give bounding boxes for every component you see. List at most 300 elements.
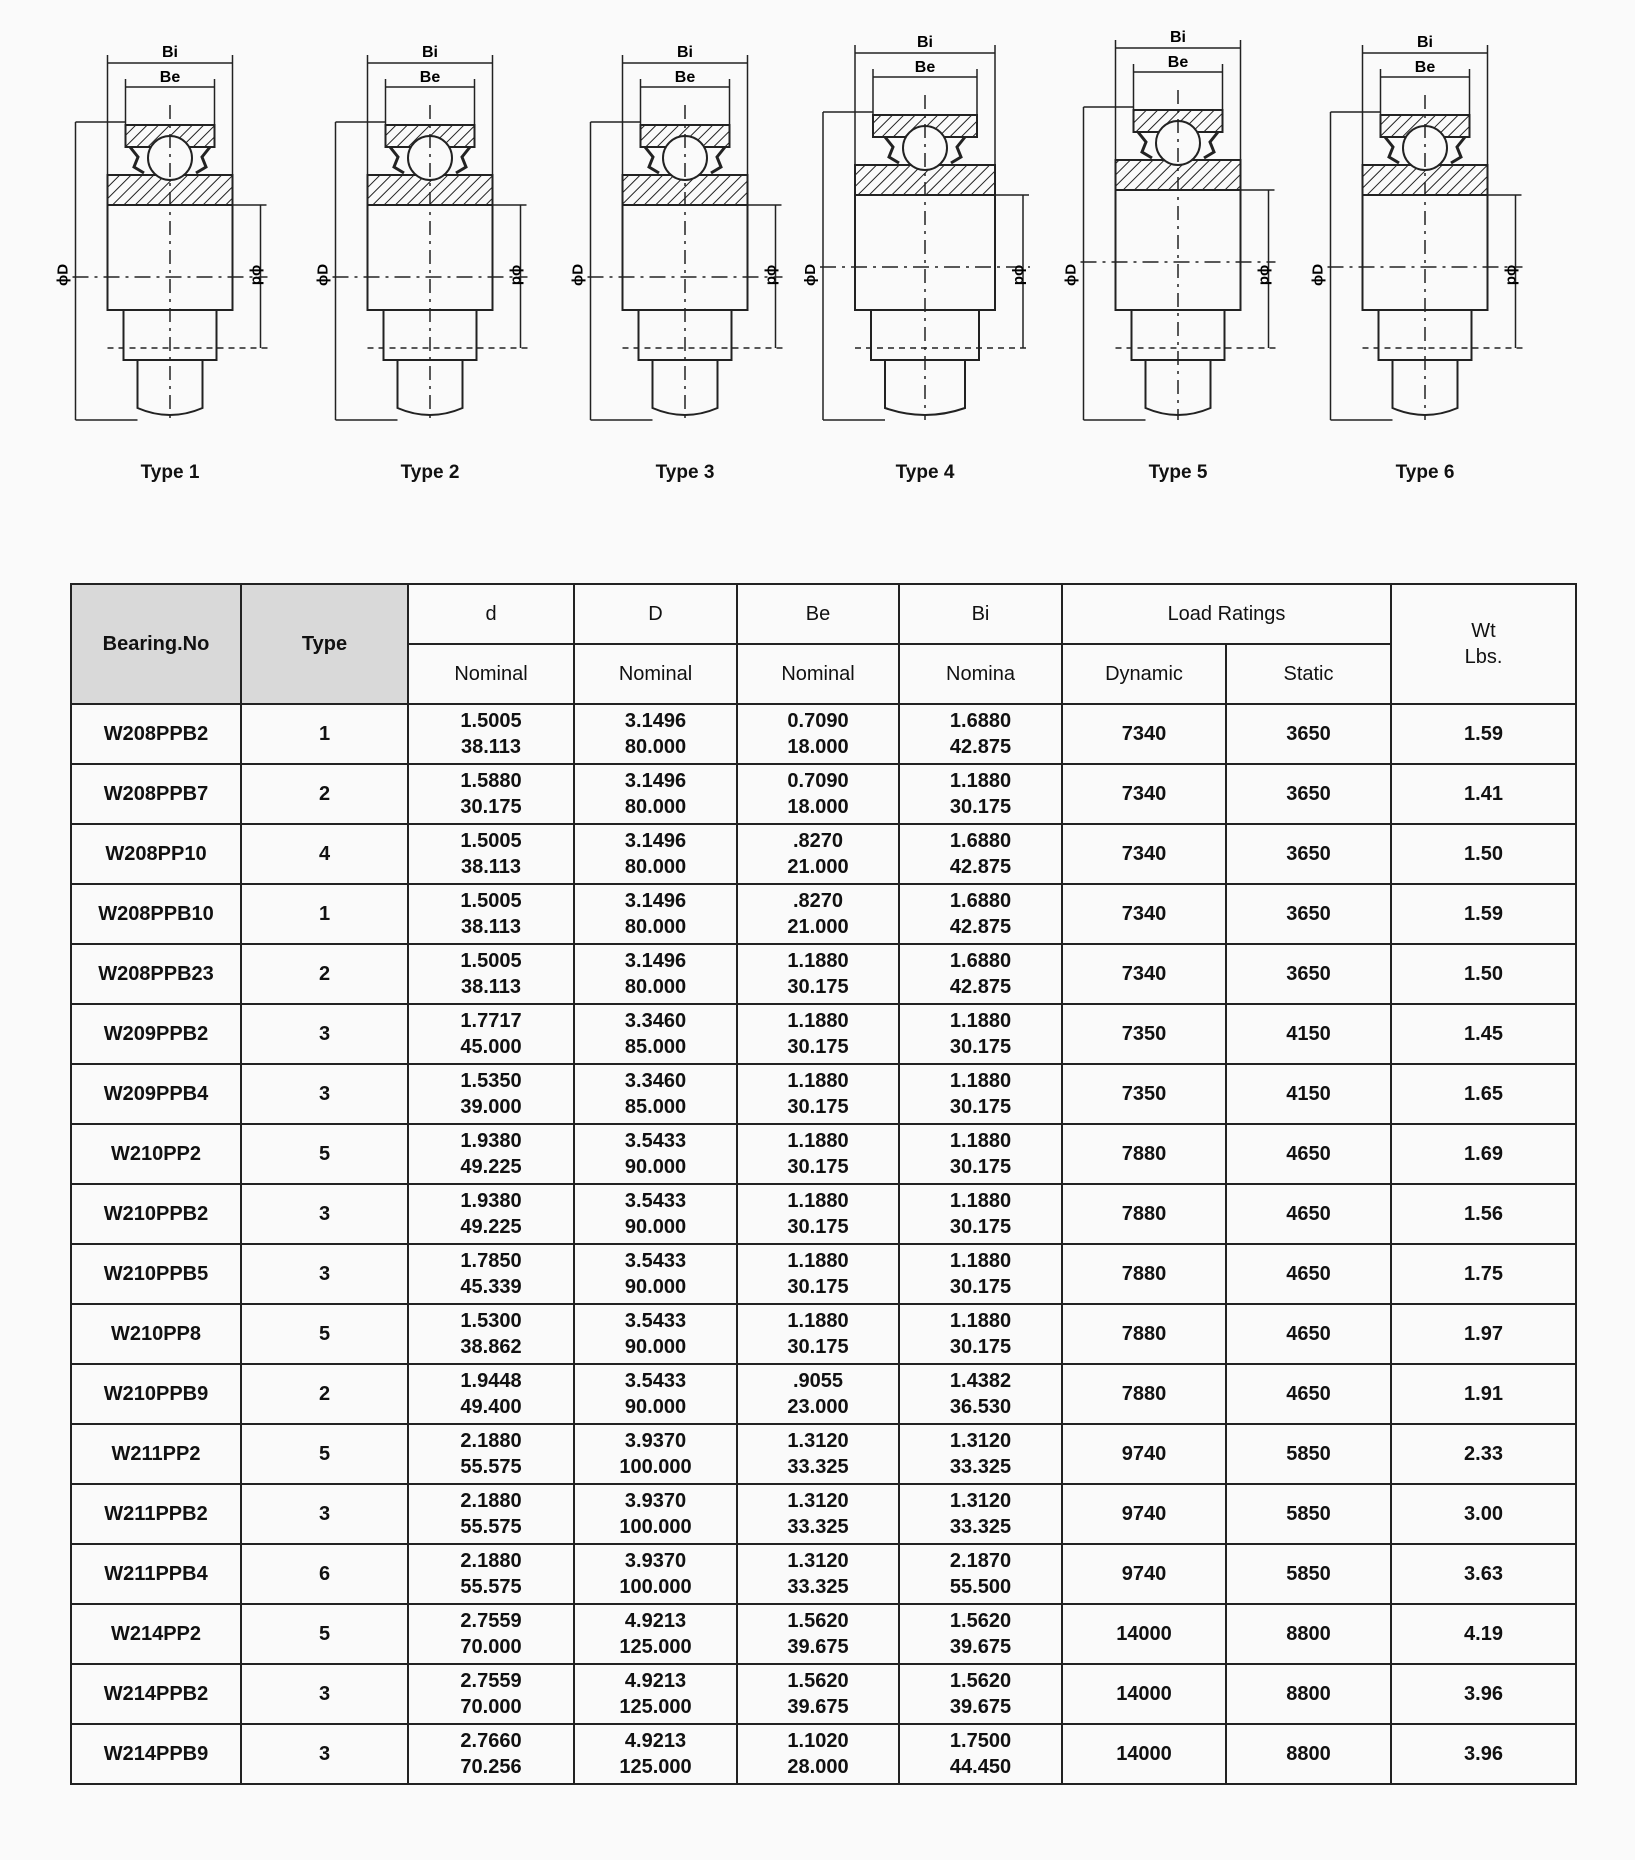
mm-value: 33.325: [787, 1576, 849, 1598]
weight-cell: 2.33: [1391, 1424, 1576, 1484]
mm-value: 85.000: [624, 1036, 687, 1058]
inch-value: 2.7660: [460, 1730, 522, 1752]
bearing-no-cell: W210PPB5: [71, 1244, 241, 1304]
mm-value: 80.000: [624, 976, 687, 998]
bearing-diagram-2: [315, 44, 528, 420]
weight-cell: 1.65: [1391, 1064, 1576, 1124]
dynamic-cell: 7340: [1062, 944, 1226, 1004]
be-cell: [737, 1664, 899, 1724]
mm-value: 38.862: [460, 1336, 522, 1358]
mm-value: 33.325: [949, 1516, 1012, 1538]
static-cell: 8800: [1226, 1664, 1391, 1724]
inch-value: 3.3460: [624, 1070, 687, 1092]
inch-value: 3.1496: [624, 830, 687, 852]
dynamic-cell: 7880: [1062, 1244, 1226, 1304]
table-row: [71, 884, 1576, 944]
dynamic-cell: 7340: [1062, 824, 1226, 884]
inch-value: 2.1880: [460, 1550, 522, 1572]
be-cell: [737, 1484, 899, 1544]
static-cell: 4650: [1226, 1244, 1391, 1304]
inch-value: 1.4382: [949, 1370, 1012, 1392]
bearing-no-cell: W208PP10: [71, 824, 241, 884]
bi-label: Bi: [422, 44, 438, 61]
outer-diameter-label: ϕD: [314, 263, 332, 287]
header-be-nominal: Nominal: [737, 644, 899, 704]
table-row: [71, 1004, 1576, 1064]
mm-value: 42.875: [949, 916, 1012, 938]
type-cell: 5: [241, 1124, 408, 1184]
weight-cell: 1.50: [1391, 824, 1576, 884]
header-d: d: [408, 584, 574, 644]
table-body: [71, 704, 1576, 1784]
inch-value: 1.9380: [460, 1130, 522, 1152]
mm-value: 42.875: [949, 736, 1012, 758]
bi-cell: [899, 1064, 1062, 1124]
header-D-nominal: Nominal: [574, 644, 737, 704]
outer-diameter-label: ϕD: [54, 263, 72, 287]
mm-value: 30.175: [949, 1036, 1012, 1058]
be-cell: [737, 1544, 899, 1604]
mm-value: 45.339: [460, 1276, 522, 1298]
bi-label: Bi: [917, 34, 933, 51]
mm-value: 44.450: [949, 1756, 1012, 1778]
outer-diameter-label: ϕD: [569, 263, 587, 287]
table-row: [71, 1124, 1576, 1184]
seal-left: [645, 147, 659, 173]
mm-value: 55.575: [460, 1456, 522, 1478]
header-wt-line2: Lbs.: [1464, 646, 1503, 668]
bearing-no-cell: W210PP2: [71, 1124, 241, 1184]
header-d-nominal: Nominal: [408, 644, 574, 704]
d-cell: [408, 1304, 574, 1364]
bearing-diagram-1: [55, 44, 268, 420]
type-cell: 3: [241, 1064, 408, 1124]
inch-value: 3.3460: [624, 1010, 687, 1032]
bearing-no-cell: W208PPB2: [71, 704, 241, 764]
inch-value: 1.3120: [949, 1490, 1012, 1512]
bi-cell: [899, 764, 1062, 824]
be-cell: [737, 1124, 899, 1184]
static-cell: 8800: [1226, 1724, 1391, 1784]
weight-cell: 3.96: [1391, 1664, 1576, 1724]
mm-value: 38.113: [460, 736, 522, 758]
inch-value: 3.9370: [624, 1490, 687, 1512]
mm-value: 100.000: [619, 1456, 692, 1478]
seal-left: [390, 147, 404, 173]
dynamic-cell: 14000: [1062, 1604, 1226, 1664]
weight-cell: 1.91: [1391, 1364, 1576, 1424]
D-cell: [574, 1724, 737, 1784]
inch-value: 4.9213: [624, 1610, 687, 1632]
outer-diameter-label: ϕD: [1062, 263, 1080, 287]
type-cell: 3: [241, 1244, 408, 1304]
bi-cell: [899, 1544, 1062, 1604]
header-bi-nominal: Nomina: [899, 644, 1062, 704]
table-row: [71, 1664, 1576, 1724]
mm-value: 90.000: [624, 1276, 687, 1298]
dynamic-cell: 9740: [1062, 1424, 1226, 1484]
inch-value: 3.5433: [624, 1310, 687, 1332]
dynamic-cell: 7350: [1062, 1064, 1226, 1124]
dynamic-cell: 14000: [1062, 1664, 1226, 1724]
header-static: Static: [1226, 644, 1391, 704]
inch-value: 1.1020: [787, 1730, 849, 1752]
bearing-no-cell: W211PPB2: [71, 1484, 241, 1544]
type-cell: 3: [241, 1724, 408, 1784]
D-cell: [574, 1604, 737, 1664]
mm-value: 18.000: [787, 736, 849, 758]
static-cell: 4150: [1226, 1064, 1391, 1124]
seal-left: [885, 137, 899, 163]
weight-cell: 1.50: [1391, 944, 1576, 1004]
inch-value: 2.1880: [460, 1490, 522, 1512]
type-cell: 3: [241, 1484, 408, 1544]
table-row: [71, 1184, 1576, 1244]
mm-value: 80.000: [624, 796, 687, 818]
be-cell: [737, 884, 899, 944]
mm-value: 30.175: [949, 1156, 1012, 1178]
type-label-4: Type 4: [895, 462, 955, 483]
D-cell: [574, 1424, 737, 1484]
inch-value: 1.1880: [787, 950, 849, 972]
bi-cell: [899, 884, 1062, 944]
inch-value: 0.7090: [787, 710, 849, 732]
be-cell: [737, 1244, 899, 1304]
static-cell: 3650: [1226, 764, 1391, 824]
be-label: Be: [159, 69, 181, 86]
bi-label: Bi: [162, 44, 178, 61]
inch-value: 1.5620: [949, 1670, 1012, 1692]
inch-value: 1.5620: [949, 1610, 1012, 1632]
mm-value: 90.000: [624, 1156, 687, 1178]
be-cell: [737, 1604, 899, 1664]
be-cell: [737, 1304, 899, 1364]
mm-value: 30.175: [787, 976, 849, 998]
inch-value: 3.9370: [624, 1550, 687, 1572]
bi-cell: [899, 1184, 1062, 1244]
weight-cell: 1.59: [1391, 884, 1576, 944]
seal-left: [1138, 132, 1152, 158]
mm-value: 30.175: [787, 1216, 849, 1238]
type-cell: 3: [241, 1184, 408, 1244]
type-cell: 2: [241, 1364, 408, 1424]
table-row: [71, 1304, 1576, 1364]
static-cell: 5850: [1226, 1484, 1391, 1544]
bearing-no-cell: W209PPB2: [71, 1004, 241, 1064]
mm-value: 49.225: [460, 1156, 522, 1178]
mm-value: 85.000: [624, 1096, 687, 1118]
inch-value: 4.9213: [624, 1670, 687, 1692]
static-cell: 3650: [1226, 704, 1391, 764]
inch-value: 3.1496: [624, 890, 687, 912]
mm-value: 70.000: [460, 1636, 522, 1658]
inch-value: 1.1880: [787, 1130, 849, 1152]
inch-value: 1.1880: [787, 1070, 849, 1092]
inch-value: 3.5433: [624, 1130, 687, 1152]
mm-value: 70.000: [460, 1696, 522, 1718]
table-row: [71, 824, 1576, 884]
type-cell: 2: [241, 944, 408, 1004]
header-wt-line1: Wt: [1471, 620, 1496, 642]
static-cell: 8800: [1226, 1604, 1391, 1664]
d-cell: [408, 1184, 574, 1244]
mm-value: 100.000: [619, 1576, 692, 1598]
weight-cell: 3.00: [1391, 1484, 1576, 1544]
dynamic-cell: 9740: [1062, 1544, 1226, 1604]
mm-value: 55.500: [949, 1576, 1012, 1598]
bi-label: Bi: [677, 44, 693, 61]
bi-cell: [899, 1244, 1062, 1304]
d-cell: [408, 1424, 574, 1484]
type-label-2: Type 2: [400, 462, 460, 483]
bi-cell: [899, 1364, 1062, 1424]
type-cell: 6: [241, 1544, 408, 1604]
inch-value: 1.6880: [949, 830, 1012, 852]
inch-value: 2.1880: [460, 1430, 522, 1452]
table-row: [71, 1424, 1576, 1484]
mm-value: 33.325: [787, 1516, 849, 1538]
be-cell: [737, 1424, 899, 1484]
D-cell: [574, 764, 737, 824]
inch-value: 1.1880: [949, 1310, 1012, 1332]
inch-value: 1.1880: [949, 1010, 1012, 1032]
mm-value: 125.000: [619, 1696, 692, 1718]
inch-value: 2.1870: [949, 1550, 1012, 1572]
table-row: [71, 704, 1576, 764]
mm-value: 55.575: [460, 1576, 522, 1598]
inch-value: 1.1880: [949, 1190, 1012, 1212]
inch-value: 1.9448: [460, 1370, 522, 1392]
mm-value: 38.113: [460, 856, 522, 878]
inch-value: 1.3120: [949, 1430, 1012, 1452]
seal-right: [1451, 137, 1465, 163]
bi-label: Bi: [1417, 34, 1433, 51]
bi-cell: [899, 704, 1062, 764]
inch-value: 1.7850: [460, 1250, 522, 1272]
table-row: [71, 1244, 1576, 1304]
inch-value: 3.1496: [624, 710, 687, 732]
bi-cell: [899, 1004, 1062, 1064]
mm-value: 125.000: [619, 1756, 692, 1778]
inch-value: .9055: [792, 1370, 844, 1392]
inch-value: 1.1880: [787, 1190, 849, 1212]
d-cell: [408, 1004, 574, 1064]
bearing-no-cell: W208PPB7: [71, 764, 241, 824]
be-cell: [737, 1364, 899, 1424]
outer-diameter-label: ϕD: [1309, 263, 1327, 287]
D-cell: [574, 1304, 737, 1364]
type-cell: 3: [241, 1664, 408, 1724]
weight-cell: 3.63: [1391, 1544, 1576, 1604]
bi-cell: [899, 944, 1062, 1004]
d-cell: [408, 1484, 574, 1544]
bearing-diagram-4: [802, 34, 1030, 420]
bearing-no-cell: W208PPB10: [71, 884, 241, 944]
d-cell: [408, 704, 574, 764]
be-label: Be: [914, 59, 936, 76]
inch-value: 1.1880: [787, 1010, 849, 1032]
D-cell: [574, 704, 737, 764]
table-row: [71, 1484, 1576, 1544]
type-cell: 1: [241, 884, 408, 944]
type-cell: 4: [241, 824, 408, 884]
seal-right: [1204, 132, 1218, 158]
D-cell: [574, 1064, 737, 1124]
seal-left: [130, 147, 144, 173]
inch-value: 1.6880: [949, 950, 1012, 972]
D-cell: [574, 1184, 737, 1244]
D-cell: [574, 884, 737, 944]
inch-value: 1.3120: [787, 1550, 849, 1572]
header-type: Type: [241, 584, 408, 704]
be-label: Be: [419, 69, 441, 86]
inch-value: 2.7559: [460, 1610, 522, 1632]
mm-value: 39.675: [949, 1696, 1012, 1718]
mm-value: 23.000: [787, 1396, 849, 1418]
seal-right: [711, 147, 725, 173]
header-bearing-no: Bearing.No: [71, 584, 241, 704]
be-cell: [737, 1184, 899, 1244]
table-row: [71, 1364, 1576, 1424]
table-row: [71, 1724, 1576, 1784]
type-cell: 3: [241, 1004, 408, 1064]
dynamic-cell: 7340: [1062, 704, 1226, 764]
D-cell: [574, 1004, 737, 1064]
D-cell: [574, 1364, 737, 1424]
static-cell: 3650: [1226, 884, 1391, 944]
inch-value: 1.5300: [460, 1310, 522, 1332]
mm-value: 38.113: [460, 916, 522, 938]
bore-diameter-label: ϕd: [248, 264, 266, 286]
D-cell: [574, 1124, 737, 1184]
d-cell: [408, 1544, 574, 1604]
bearing-diagram-5: [1063, 29, 1276, 420]
inch-value: 0.7090: [787, 770, 849, 792]
weight-cell: 1.59: [1391, 704, 1576, 764]
d-cell: [408, 1124, 574, 1184]
table-row: [71, 764, 1576, 824]
inch-value: 1.3120: [787, 1490, 849, 1512]
bearing-no-cell: W211PPB4: [71, 1544, 241, 1604]
inch-value: 1.5620: [787, 1670, 849, 1692]
bi-cell: [899, 1604, 1062, 1664]
d-cell: [408, 1664, 574, 1724]
bi-cell: [899, 1424, 1062, 1484]
d-cell: [408, 824, 574, 884]
mm-value: 39.675: [787, 1696, 849, 1718]
inch-value: 1.1880: [787, 1310, 849, 1332]
mm-value: 18.000: [787, 796, 849, 818]
inch-value: 1.1880: [787, 1250, 849, 1272]
bearing-no-cell: W214PPB9: [71, 1724, 241, 1784]
inch-value: 1.1880: [949, 1130, 1012, 1152]
bi-cell: [899, 1484, 1062, 1544]
inch-value: .8270: [792, 890, 844, 912]
mm-value: 42.875: [949, 976, 1012, 998]
bore-diameter-label: ϕd: [1503, 264, 1521, 286]
be-cell: [737, 824, 899, 884]
mm-value: 33.325: [949, 1456, 1012, 1478]
bearing-no-cell: W210PPB9: [71, 1364, 241, 1424]
bore-diameter-label: ϕd: [763, 264, 781, 286]
outer-diameter-label: ϕD: [802, 263, 819, 287]
mm-value: 30.175: [787, 1036, 849, 1058]
seal-right: [196, 147, 210, 173]
d-cell: [408, 764, 574, 824]
weight-cell: 4.19: [1391, 1604, 1576, 1664]
be-cell: [737, 1724, 899, 1784]
weight-cell: 1.69: [1391, 1124, 1576, 1184]
d-cell: [408, 1724, 574, 1784]
type-cell: 5: [241, 1304, 408, 1364]
mm-value: 90.000: [624, 1396, 687, 1418]
d-cell: [408, 884, 574, 944]
bearing-no-cell: W214PPB2: [71, 1664, 241, 1724]
inch-value: 1.6880: [949, 710, 1012, 732]
inch-value: 1.7500: [949, 1730, 1012, 1752]
bi-cell: [899, 1304, 1062, 1364]
static-cell: 4650: [1226, 1124, 1391, 1184]
inch-value: 1.6880: [949, 890, 1012, 912]
mm-value: 100.000: [619, 1516, 692, 1538]
bore-diameter-label: ϕd: [1011, 264, 1028, 286]
static-cell: 5850: [1226, 1424, 1391, 1484]
bearing-no-cell: W214PP2: [71, 1604, 241, 1664]
inch-value: 1.5005: [460, 710, 522, 732]
dynamic-cell: 7880: [1062, 1304, 1226, 1364]
bore-diameter-label: ϕd: [508, 264, 526, 286]
mm-value: 30.175: [949, 1336, 1012, 1358]
bearing-no-cell: W208PPB23: [71, 944, 241, 1004]
be-label: Be: [674, 69, 696, 86]
type-label-1: Type 1: [140, 462, 200, 483]
be-cell: [737, 764, 899, 824]
table-row: [71, 1604, 1576, 1664]
mm-value: 80.000: [624, 916, 687, 938]
d-cell: [408, 1064, 574, 1124]
table-row: [71, 1064, 1576, 1124]
be-cell: [737, 944, 899, 1004]
D-cell: [574, 1664, 737, 1724]
inch-value: 1.1880: [949, 1070, 1012, 1092]
weight-cell: 1.45: [1391, 1004, 1576, 1064]
d-cell: [408, 1364, 574, 1424]
mm-value: 55.575: [460, 1516, 522, 1538]
mm-value: 30.175: [787, 1096, 849, 1118]
inch-value: 3.5433: [624, 1250, 687, 1272]
bi-cell: [899, 1664, 1062, 1724]
static-cell: 3650: [1226, 824, 1391, 884]
bearing-drawings: [0, 0, 1635, 520]
inch-value: 3.1496: [624, 950, 687, 972]
inch-value: 3.9370: [624, 1430, 687, 1452]
mm-value: 33.325: [787, 1456, 849, 1478]
dynamic-cell: 7880: [1062, 1364, 1226, 1424]
bearing-no-cell: W210PPB2: [71, 1184, 241, 1244]
inch-value: 1.9380: [460, 1190, 522, 1212]
static-cell: 4650: [1226, 1304, 1391, 1364]
dynamic-cell: 7880: [1062, 1184, 1226, 1244]
inch-value: 3.1496: [624, 770, 687, 792]
dynamic-cell: 7340: [1062, 764, 1226, 824]
bore-diameter-label: ϕd: [1256, 264, 1274, 286]
inch-value: 1.1880: [949, 770, 1012, 792]
be-label: Be: [1414, 59, 1436, 76]
mm-value: 30.175: [949, 1216, 1012, 1238]
bearing-no-cell: W210PP8: [71, 1304, 241, 1364]
be-cell: [737, 1064, 899, 1124]
seal-right: [456, 147, 470, 173]
